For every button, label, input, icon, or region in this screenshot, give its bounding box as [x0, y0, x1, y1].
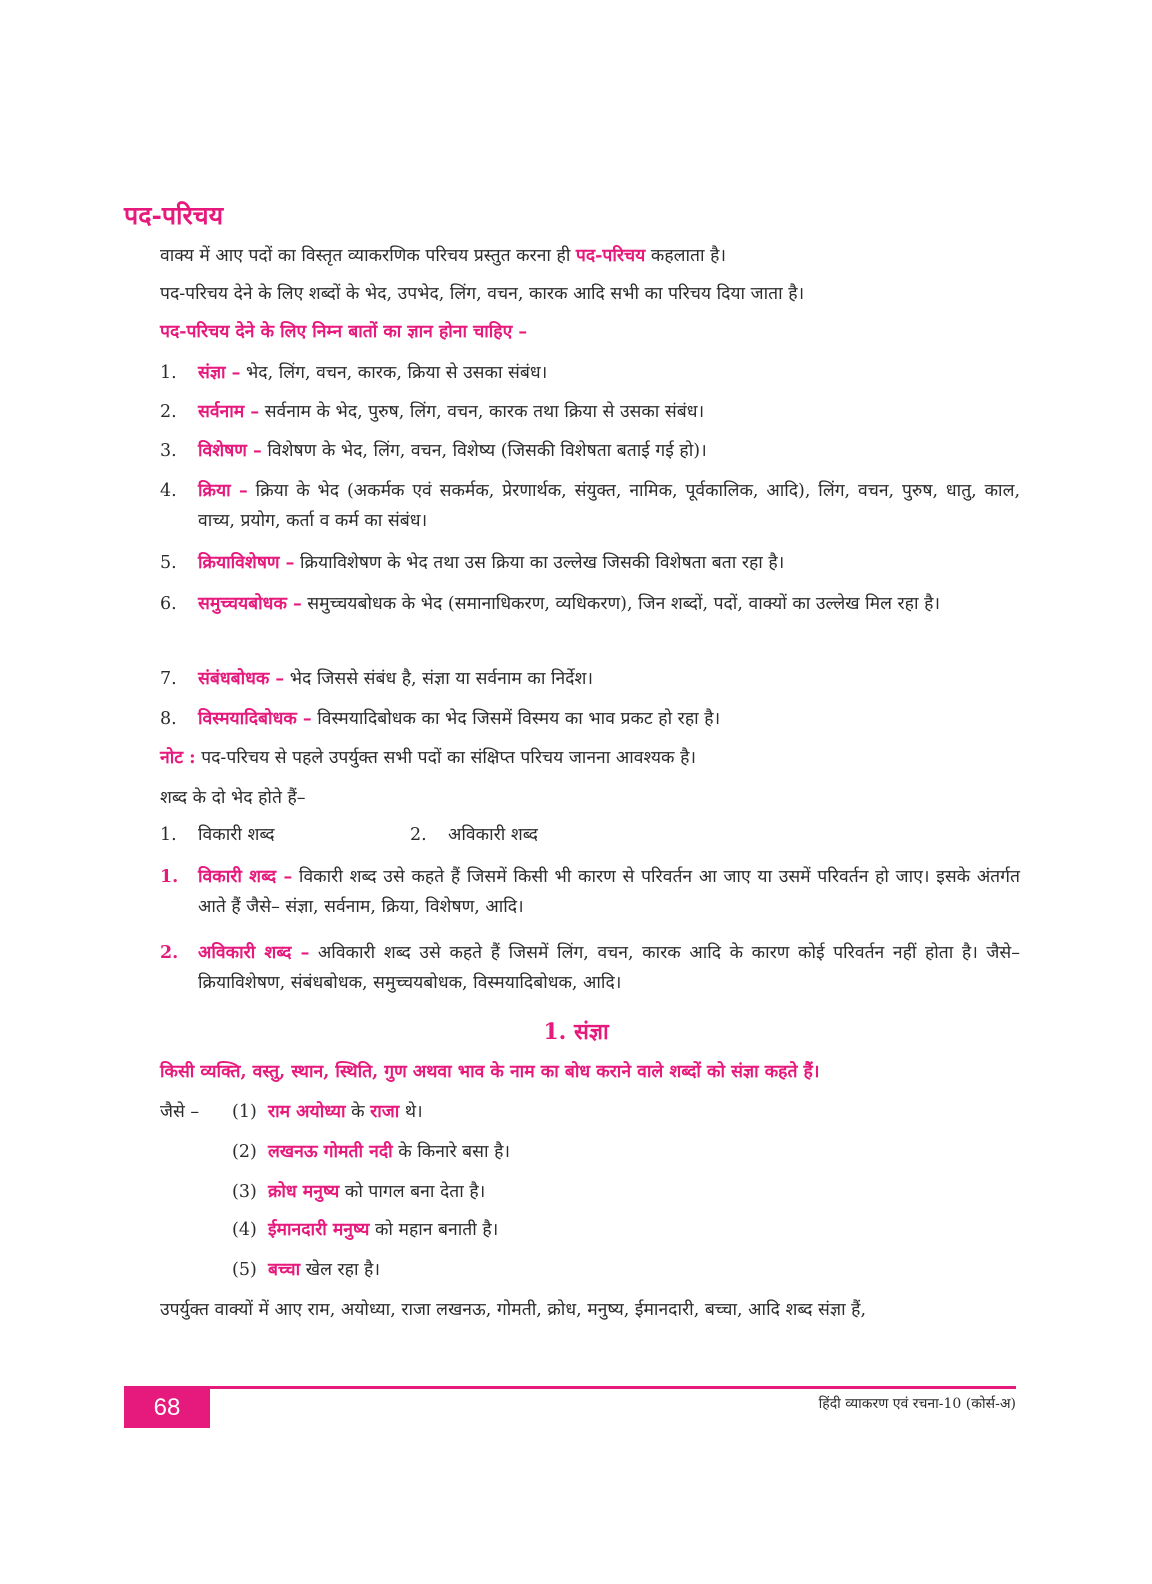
item-term: समुच्चयबोधक –	[198, 594, 302, 614]
item-desc: समुच्चयबोधक के भेद (समानाधिकरण, व्यधिकरण), जिन शब्दों, पदों, वाक्यों का उल्लेख मिल रहा है।	[301, 594, 940, 614]
examples-label: जैसे –	[160, 1102, 200, 1122]
definition-desc: अविकारी शब्द उसे कहते हैं जिसमें लिंग, वचन, कारक आदि के कारण कोई परिवर्तन नहीं होता है। जैसे– क्रियाविशेषण, संबंधबोधक, समुच्चयबोधक, विस्मयादिबोधक, आदि।	[198, 943, 1020, 993]
example-text: के	[345, 1102, 371, 1122]
item-desc: भेद, लिंग, वचन, कारक, क्रिया से उसका संबंध।	[240, 363, 548, 383]
example-number: (3)	[232, 1182, 257, 1202]
item-number: 6.	[160, 594, 177, 614]
type-avikari: अविकारी शब्द	[448, 825, 538, 845]
book-title: हिंदी व्याकरण एवं रचना-10 (कोर्स-अ)	[818, 1396, 1016, 1412]
item-term: संज्ञा –	[198, 363, 241, 383]
list-item	[160, 436, 1020, 466]
example-number: (1)	[232, 1102, 257, 1122]
example-text: को महान बनाती है।	[369, 1220, 499, 1240]
item-number: 7.	[160, 669, 177, 689]
item-desc: क्रियाविशेषण के भेद तथा उस क्रिया का उल्लेख जिसकी विशेषता बता रहा है।	[294, 553, 785, 573]
list-item	[160, 476, 1020, 536]
footer-divider	[124, 1386, 1016, 1389]
sangya-definition: किसी व्यक्ति, वस्तु, स्थान, स्थिति, गुण अथवा भाव के नाम का बोध कराने वाले शब्दों को संज्ञा कहते हैं।	[160, 1062, 820, 1082]
item-number: 5.	[160, 553, 177, 573]
definition-number: 1.	[160, 867, 179, 887]
item-number: 8.	[160, 709, 177, 729]
example-noun: लखनऊ गोमती नदी	[267, 1142, 393, 1162]
item-term: क्रियाविशेषण –	[198, 553, 295, 573]
example-item	[232, 1218, 498, 1242]
item-desc: विस्मयादिबोधक का भेद जिसमें विस्मय का भाव प्रकट हो रहा है।	[311, 709, 721, 729]
example-item	[232, 1180, 485, 1204]
example-item	[232, 1140, 510, 1164]
intro-highlight: पद-परिचय	[575, 246, 646, 266]
item-desc: क्रिया के भेद (अकर्मक एवं सकर्मक, प्रेरणार्थक, संयुक्त, नामिक, पूर्वकालिक, आदि), लिंग, वचन, पुरुष, धातु, काल, वाच्य, प्रयोग, कर्ता व कर्म का संबंध।	[198, 481, 1021, 531]
example-number: (4)	[232, 1220, 257, 1240]
intro-text-end: कहलाता है।	[645, 246, 727, 266]
list-item	[160, 397, 1020, 427]
item-number: 1.	[160, 363, 177, 383]
example-noun: राजा	[370, 1102, 400, 1122]
list-item	[160, 358, 1020, 388]
intro-subheading: पद-परिचय देने के लिए निम्न बातों का ज्ञान होना चाहिए –	[160, 322, 528, 342]
note-label: नोट :	[160, 748, 196, 768]
example-noun: राम अयोध्या	[267, 1102, 346, 1122]
item-desc: सर्वनाम के भेद, पुरुष, लिंग, वचन, कारक तथा क्रिया से उसका संबंध।	[259, 402, 705, 422]
list-item	[160, 664, 1020, 694]
section-title: पद-परिचय	[124, 201, 224, 230]
item-term: विस्मयादिबोधक –	[198, 709, 312, 729]
intro-line-2: पद-परिचय देने के लिए शब्दों के भेद, उपभेद, लिंग, वचन, कारक आदि सभी का परिचय दिया जाता है।	[160, 284, 805, 304]
item-term: संबंधबोधक –	[198, 669, 285, 689]
item-number: 4.	[160, 481, 177, 501]
type-number: 2.	[410, 825, 427, 845]
sangya-closing: उपर्युक्त वाक्यों में आए राम, अयोध्या, राजा लखनऊ, गोमती, क्रोध, मनुष्य, ईमानदारी, बच्चा, आदि शब्द संज्ञा हैं,	[160, 1300, 867, 1320]
type-vikari: विकारी शब्द	[198, 825, 275, 845]
word-types-intro: शब्द के दो भेद होते हैं–	[160, 788, 306, 808]
definition-number: 2.	[160, 943, 179, 963]
example-noun: ईमानदारी मनुष्य	[267, 1220, 370, 1240]
example-item	[232, 1100, 423, 1124]
note-text: पद-परिचय से पहले उपर्युक्त सभी पदों का संक्षिप्त परिचय जानना आवश्यक है।	[195, 748, 696, 768]
item-term: सर्वनाम –	[198, 402, 260, 422]
type-number: 1.	[160, 825, 177, 845]
example-number: (5)	[232, 1260, 257, 1280]
intro-line-1	[160, 244, 1020, 268]
example-text: खेल रहा है।	[300, 1260, 380, 1280]
example-noun: क्रोध मनुष्य	[267, 1182, 340, 1202]
example-number: (2)	[232, 1142, 257, 1162]
item-number: 3.	[160, 441, 177, 461]
item-term: विशेषण –	[198, 441, 262, 461]
example-noun: बच्चा	[267, 1260, 301, 1280]
list-item	[160, 589, 1020, 619]
list-item	[160, 548, 1020, 578]
item-term: क्रिया –	[198, 481, 248, 501]
definition-avikari	[160, 938, 1020, 998]
sangya-title: 1. संज्ञा	[543, 1019, 609, 1045]
example-text: को पागल बना देता है।	[339, 1182, 486, 1202]
list-item	[160, 704, 1020, 734]
example-text: थे।	[399, 1102, 423, 1122]
page-number: 68	[124, 1388, 210, 1428]
item-desc: भेद जिससे संबंध है, संज्ञा या सर्वनाम का निर्देश।	[284, 669, 594, 689]
definition-term: विकारी शब्द –	[198, 867, 293, 887]
definition-term: अविकारी शब्द –	[198, 943, 310, 963]
intro-text: वाक्य में आए पदों का विस्तृत व्याकरणिक परिचय प्रस्तुत करना ही	[160, 246, 576, 266]
example-text: के किनारे बसा है।	[392, 1142, 511, 1162]
definition-vikari	[160, 862, 1020, 922]
definition-desc: विकारी शब्द उसे कहते हैं जिसमें किसी भी कारण से परिवर्तन आ जाए या उसमें परिवर्तन हो जाए। इसके अंतर्गत आते हैं जैसे– संज्ञा, सर्वनाम, क्रिया, विशेषण, आदि।	[198, 867, 1020, 917]
note	[160, 746, 1020, 770]
example-item	[232, 1258, 380, 1282]
item-desc: विशेषण के भेद, लिंग, वचन, विशेष्य (जिसकी विशेषता बताई गई हो)।	[261, 441, 707, 461]
item-number: 2.	[160, 402, 177, 422]
